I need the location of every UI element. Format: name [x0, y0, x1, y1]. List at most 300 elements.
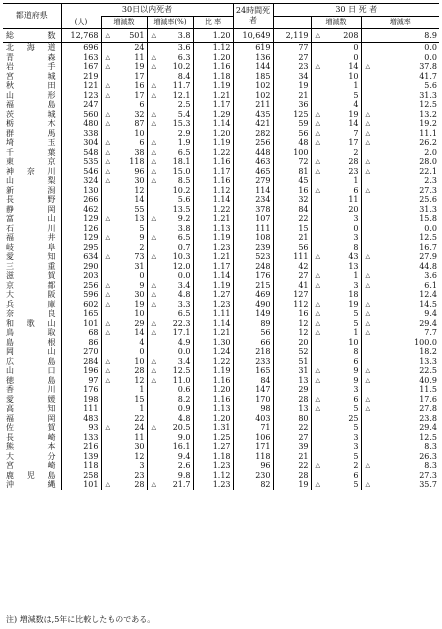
neg-mark: △ — [151, 481, 157, 488]
cell-ratio: 1.22 — [193, 357, 233, 367]
neg-mark: △ — [315, 367, 321, 374]
prefecture-name: 秋田 — [3, 81, 61, 91]
cell-chg — [101, 300, 147, 310]
cell-chg-value: 30 — [134, 176, 145, 185]
neg-mark: △ — [315, 405, 321, 412]
cell-rate2 — [361, 271, 439, 281]
cell-chg — [101, 461, 147, 471]
cell-rate-value: 15.0 — [172, 166, 191, 176]
cell-d30: 80 — [273, 414, 311, 424]
cell-rate2 — [361, 176, 439, 186]
cell-v30: 295 — [61, 243, 101, 253]
cell-d24: 56 — [233, 328, 273, 338]
cell-rate — [147, 395, 193, 405]
cell-rate — [147, 271, 193, 281]
cell-d30: 45 — [273, 176, 311, 186]
prefecture-name: 山形 — [3, 91, 61, 101]
cell-ratio: 1.30 — [193, 338, 233, 348]
cell-chg-value: 30 — [134, 290, 145, 299]
cell-v30: 483 — [61, 414, 101, 424]
cell-rate2 — [361, 480, 439, 490]
cell-chg2-value: 3 — [353, 280, 359, 290]
cell-chg — [101, 252, 147, 262]
cell-d24: 171 — [233, 442, 273, 452]
cell-rate — [147, 414, 193, 424]
cell-ratio: 1.12 — [193, 471, 233, 481]
cell-d24: 218 — [233, 347, 273, 357]
cell-chg2 — [311, 338, 361, 348]
cell-rate2 — [361, 233, 439, 243]
prefecture-name: 新潟 — [3, 186, 61, 196]
cell-ratio: 1.17 — [193, 100, 233, 110]
cell-rate2-value: 44.8 — [419, 261, 437, 271]
cell-v30: 165 — [61, 309, 101, 319]
prefecture-name: 愛知 — [3, 252, 61, 262]
cell-chg — [101, 243, 147, 253]
cell-ratio: 1.16 — [193, 395, 233, 405]
cell-chg2 — [311, 461, 361, 471]
cell-rate — [147, 72, 193, 82]
cell-ratio: 1.21 — [193, 91, 233, 101]
cell-chg2-value: 5 — [353, 309, 359, 318]
cell-chg-value: 9 — [139, 280, 145, 290]
cell-rate-value: 0.7 — [177, 242, 191, 252]
cell-rate2-value: 35.7 — [419, 480, 437, 489]
cell-chg2-value: 0 — [353, 43, 359, 52]
cell-rate — [147, 243, 193, 253]
table-row — [3, 224, 439, 234]
cell-d24: 96 — [233, 461, 273, 471]
cell-rate — [147, 471, 193, 481]
cell-rate — [147, 433, 193, 443]
cell-rate2 — [361, 395, 439, 405]
cell-rate — [147, 186, 193, 196]
cell-rate2 — [361, 338, 439, 348]
prefecture-name: 和歌山 — [3, 319, 61, 329]
cell-rate2 — [361, 62, 439, 72]
cell-chg2-value: 19 — [348, 299, 359, 309]
cell-d24: 107 — [233, 214, 273, 224]
cell-rate2-value: 28.0 — [419, 157, 437, 166]
table-row — [3, 461, 439, 471]
cell-chg2-value: 1 — [353, 81, 359, 90]
cell-ratio: 1.13 — [193, 224, 233, 234]
cell-ratio: 1.21 — [193, 328, 233, 338]
cell-rate-value: 16.1 — [172, 442, 191, 451]
neg-mark: △ — [365, 158, 371, 165]
neg-mark: △ — [105, 167, 111, 175]
cell-rate — [147, 214, 193, 224]
cell-ratio: 1.11 — [193, 309, 233, 319]
cell-rate2 — [361, 414, 439, 424]
cell-ratio: 1.22 — [193, 205, 233, 215]
cell-chg — [101, 195, 147, 205]
neg-mark: △ — [151, 281, 157, 289]
cell-d24: 118 — [233, 452, 273, 462]
cell-d24: 435 — [233, 110, 273, 120]
cell-chg-value: 0 — [139, 271, 145, 280]
cell-rate-value: 17.1 — [172, 328, 191, 337]
prefecture-name: 宮城 — [3, 72, 61, 82]
cell-v30: 256 — [61, 281, 101, 291]
table-row — [3, 43, 439, 53]
cell-rate2 — [361, 43, 439, 53]
cell-rate — [147, 376, 193, 386]
cell-rate2-value: 12.5 — [419, 100, 437, 109]
cell-rate — [147, 309, 193, 319]
cell-chg — [101, 110, 147, 120]
cell-chg2 — [311, 176, 361, 186]
table-body — [3, 29, 439, 490]
cell-chg — [101, 138, 147, 148]
neg-mark: △ — [105, 32, 111, 39]
neg-mark: △ — [151, 91, 157, 99]
cell-v30: 12,768 — [61, 29, 101, 43]
cell-chg-value: 9 — [139, 233, 145, 242]
cell-v30: 130 — [61, 186, 101, 196]
cell-d30: 36 — [273, 100, 311, 110]
table-row — [3, 81, 439, 91]
neg-mark: △ — [105, 424, 111, 431]
prefecture-name: 長野 — [3, 195, 61, 205]
cell-rate2 — [361, 471, 439, 481]
cell-rate — [147, 148, 193, 158]
cell-rate-value: 5.4 — [177, 109, 191, 119]
cell-v30: 596 — [61, 290, 101, 300]
cell-chg2-value: 25 — [348, 413, 359, 423]
cell-d30: 12 — [273, 328, 311, 338]
cell-chg2 — [311, 328, 361, 338]
table-row — [3, 404, 439, 414]
cell-chg2-value: 10 — [348, 71, 359, 81]
cell-ratio: 1.20 — [193, 29, 233, 43]
cell-chg-value: 55 — [134, 204, 145, 214]
cell-ratio: 1.23 — [193, 480, 233, 490]
cell-rate — [147, 81, 193, 91]
neg-mark: △ — [105, 215, 111, 222]
cell-rate2-value: 22.1 — [419, 166, 437, 176]
cell-v30: 121 — [61, 81, 101, 91]
cell-d30: 22 — [273, 461, 311, 471]
cell-d24: 185 — [233, 72, 273, 82]
cell-chg-value: 29 — [134, 318, 145, 328]
cell-rate2-value: 0.0 — [424, 223, 437, 233]
cell-v30: 129 — [61, 233, 101, 243]
cell-chg — [101, 72, 147, 82]
cell-ratio: 1.22 — [193, 148, 233, 158]
cell-chg-value: 19 — [134, 299, 145, 309]
neg-mark: △ — [105, 481, 111, 488]
cell-chg2-value: 3 — [353, 233, 359, 242]
cell-d24: 149 — [233, 309, 273, 319]
cell-ratio: 1.20 — [193, 385, 233, 395]
cell-d24: 215 — [233, 281, 273, 291]
cell-d30: 2,119 — [273, 29, 311, 43]
cell-v30: 480 — [61, 119, 101, 129]
table-row — [3, 72, 439, 82]
cell-rate — [147, 138, 193, 148]
cell-rate-value: 9.8 — [177, 470, 191, 480]
cell-chg2 — [311, 167, 361, 177]
cell-ratio: 1.18 — [193, 72, 233, 82]
cell-ratio: 1.20 — [193, 53, 233, 63]
cell-chg2 — [311, 138, 361, 148]
cell-rate — [147, 29, 193, 43]
cell-rate — [147, 366, 193, 376]
cell-chg2 — [311, 81, 361, 91]
cell-chg2 — [311, 319, 361, 329]
cell-chg-value: 2 — [139, 242, 145, 252]
cell-d24: 82 — [233, 480, 273, 490]
cell-chg-value: 1 — [139, 404, 145, 413]
cell-v30: 97 — [61, 376, 101, 386]
neg-mark: △ — [151, 139, 157, 146]
cell-ratio: 1.25 — [193, 433, 233, 443]
cell-rate-value: 0.0 — [177, 271, 191, 280]
cell-rate2-value: 3.6 — [424, 271, 437, 280]
cell-rate2 — [361, 461, 439, 471]
cell-rate-value: 13.5 — [172, 204, 191, 214]
table-row — [3, 319, 439, 329]
cell-d24: 233 — [233, 357, 273, 367]
cell-chg — [101, 395, 147, 405]
table-row — [3, 471, 439, 481]
cell-rate-value: 6.5 — [177, 147, 191, 157]
cell-chg — [101, 148, 147, 158]
cell-chg-value: 10 — [134, 356, 145, 366]
cell-chg-value: 11 — [134, 52, 145, 62]
prefecture-name: 福井 — [3, 233, 61, 243]
cell-chg — [101, 119, 147, 129]
cell-chg — [101, 290, 147, 300]
cell-v30: 101 — [61, 319, 101, 329]
neg-mark: △ — [151, 177, 157, 184]
neg-mark: △ — [105, 367, 111, 374]
cell-chg2 — [311, 423, 361, 433]
cell-chg — [101, 347, 147, 357]
cell-d30: 21 — [273, 91, 311, 101]
prefecture-name: 宮崎 — [3, 461, 61, 471]
table-row — [3, 328, 439, 338]
cell-rate-value: 0.0 — [177, 347, 191, 356]
cell-rate2-value: 26.3 — [419, 451, 437, 461]
cell-chg2-value: 5 — [353, 480, 359, 489]
cell-chg2 — [311, 357, 361, 367]
neg-mark: △ — [365, 186, 371, 194]
cell-d24: 108 — [233, 233, 273, 243]
cell-rate2 — [361, 138, 439, 148]
neg-mark: △ — [315, 120, 321, 127]
cell-rate-value: 0.9 — [177, 404, 191, 413]
cell-d24: 147 — [233, 385, 273, 395]
prefecture-name: 京都 — [3, 281, 61, 291]
table-row — [3, 452, 439, 462]
cell-rate2-value: 18.2 — [419, 347, 437, 356]
cell-d24: 170 — [233, 395, 273, 405]
table-row — [3, 214, 439, 224]
cell-v30: 163 — [61, 53, 101, 63]
cell-chg2 — [311, 433, 361, 443]
neg-mark: △ — [315, 63, 321, 70]
cell-v30: 129 — [61, 214, 101, 224]
prefecture-name: 長崎 — [3, 433, 61, 443]
cell-d24: 114 — [233, 186, 273, 196]
cell-d30: 16 — [273, 309, 311, 319]
cell-d24: 230 — [233, 471, 273, 481]
table-row — [3, 309, 439, 319]
cell-chg-value: 10 — [134, 128, 145, 138]
cell-chg2-value: 5 — [353, 423, 359, 432]
cell-rate-value: 11.0 — [172, 375, 191, 385]
cell-chg2 — [311, 233, 361, 243]
cell-ratio: 1.14 — [193, 119, 233, 129]
table-row — [3, 433, 439, 443]
cell-rate2 — [361, 81, 439, 91]
cell-chg — [101, 376, 147, 386]
cell-chg2 — [311, 214, 361, 224]
cell-chg — [101, 281, 147, 291]
neg-mark: △ — [151, 120, 157, 127]
cell-v30: 258 — [61, 471, 101, 481]
cell-d30: 39 — [273, 442, 311, 452]
cell-d24: 165 — [233, 366, 273, 376]
cell-d24: 102 — [233, 91, 273, 101]
cell-rate2-value: 2.3 — [424, 176, 437, 185]
cell-chg2-value: 8 — [353, 242, 359, 252]
cell-rate — [147, 176, 193, 186]
cell-rate2 — [361, 442, 439, 452]
cell-chg2 — [311, 281, 361, 291]
cell-chg-value: 38 — [134, 147, 145, 157]
cell-chg — [101, 176, 147, 186]
cell-chg — [101, 233, 147, 243]
cell-rate2-value: 8.9 — [424, 31, 437, 40]
prefecture-name: 神奈川 — [3, 167, 61, 177]
cell-v30: 86 — [61, 338, 101, 348]
cell-chg2-value: 6 — [353, 394, 359, 404]
cell-rate — [147, 205, 193, 215]
cell-d24: 144 — [233, 62, 273, 72]
neg-mark: △ — [105, 376, 111, 384]
cell-rate2-value: 15.8 — [419, 214, 437, 223]
table-row — [3, 262, 439, 272]
neg-mark: △ — [105, 91, 111, 99]
cell-rate-value: 3.3 — [177, 299, 191, 309]
table-row — [3, 300, 439, 310]
neg-mark: △ — [315, 272, 321, 279]
cell-chg2 — [311, 148, 361, 158]
cell-rate2 — [361, 214, 439, 224]
cell-d30: 81 — [273, 167, 311, 177]
cell-ratio: 1.16 — [193, 176, 233, 186]
prefecture-name: 岩手 — [3, 62, 61, 72]
neg-mark: △ — [315, 376, 321, 384]
cell-rate2 — [361, 72, 439, 82]
cell-d30: 31 — [273, 366, 311, 376]
cell-rate — [147, 119, 193, 129]
cell-chg2 — [311, 157, 361, 167]
cell-rate2-value: 37.8 — [419, 62, 437, 71]
neg-mark: △ — [105, 82, 111, 89]
cell-chg — [101, 433, 147, 443]
cell-rate2 — [361, 300, 439, 310]
cell-rate-value: 8.2 — [177, 394, 191, 404]
neg-mark: △ — [315, 329, 321, 336]
cell-ratio: 1.19 — [193, 281, 233, 291]
cell-v30: 338 — [61, 129, 101, 139]
cell-chg-value: 4 — [139, 337, 145, 347]
cell-chg — [101, 129, 147, 139]
cell-chg — [101, 414, 147, 424]
cell-v30: 219 — [61, 72, 101, 82]
cell-rate2-value: 31.3 — [419, 204, 437, 214]
cell-rate-value: 2.6 — [177, 461, 191, 470]
cell-ratio: 1.31 — [193, 423, 233, 433]
prefecture-name: 茨城 — [3, 110, 61, 120]
cell-rate-value: 6.5 — [177, 309, 191, 318]
prefecture-name: 広島 — [3, 357, 61, 367]
cell-ratio: 1.13 — [193, 404, 233, 414]
cell-ratio: 1.21 — [193, 252, 233, 262]
table-row — [3, 138, 439, 148]
cell-d24: 403 — [233, 414, 273, 424]
cell-d24: 463 — [233, 157, 273, 167]
neg-mark: △ — [315, 110, 321, 118]
cell-chg — [101, 357, 147, 367]
cell-chg — [101, 157, 147, 167]
cell-ratio: 1.14 — [193, 271, 233, 281]
cell-d30: 27 — [273, 271, 311, 281]
cell-chg-value: 17 — [134, 71, 145, 81]
prefecture-name: 福岡 — [3, 414, 61, 424]
cell-chg — [101, 224, 147, 234]
cell-chg-value: 5 — [139, 223, 145, 233]
cell-rate2-value: 16.7 — [419, 242, 437, 252]
cell-d30: 27 — [273, 53, 311, 63]
cell-rate-value: 2.5 — [177, 100, 191, 109]
cell-rate2-value: 17.6 — [419, 394, 437, 404]
cell-rate — [147, 480, 193, 490]
cell-d24: 84 — [233, 376, 273, 386]
header-change-rate2: 増減率 — [361, 17, 439, 29]
cell-rate2-value: 22.5 — [419, 366, 437, 375]
table-row — [3, 205, 439, 215]
prefecture-name: 石川 — [3, 224, 61, 234]
prefecture-name: 青森 — [3, 53, 61, 63]
cell-d24: 448 — [233, 148, 273, 158]
neg-mark: △ — [105, 110, 111, 118]
cell-chg2 — [311, 366, 361, 376]
cell-chg-value: 1 — [139, 385, 145, 394]
cell-v30: 304 — [61, 138, 101, 148]
cell-ratio: 1.23 — [193, 461, 233, 471]
neg-mark: △ — [365, 253, 371, 260]
prefecture-name: 富山 — [3, 214, 61, 224]
cell-chg-value: 23 — [134, 470, 145, 480]
cell-rate-value: 10.2 — [172, 185, 191, 195]
cell-rate2 — [361, 224, 439, 234]
cell-chg — [101, 29, 147, 43]
cell-rate-value: 22.3 — [172, 318, 191, 328]
neg-mark: △ — [151, 215, 157, 222]
cell-chg2 — [311, 452, 361, 462]
cell-rate2-value: 27.9 — [419, 252, 437, 261]
cell-d24: 106 — [233, 433, 273, 443]
neg-mark: △ — [365, 281, 371, 289]
cell-rate2 — [361, 119, 439, 129]
cell-rate-value: 15.3 — [172, 119, 191, 128]
prefecture-name: 福島 — [3, 100, 61, 110]
